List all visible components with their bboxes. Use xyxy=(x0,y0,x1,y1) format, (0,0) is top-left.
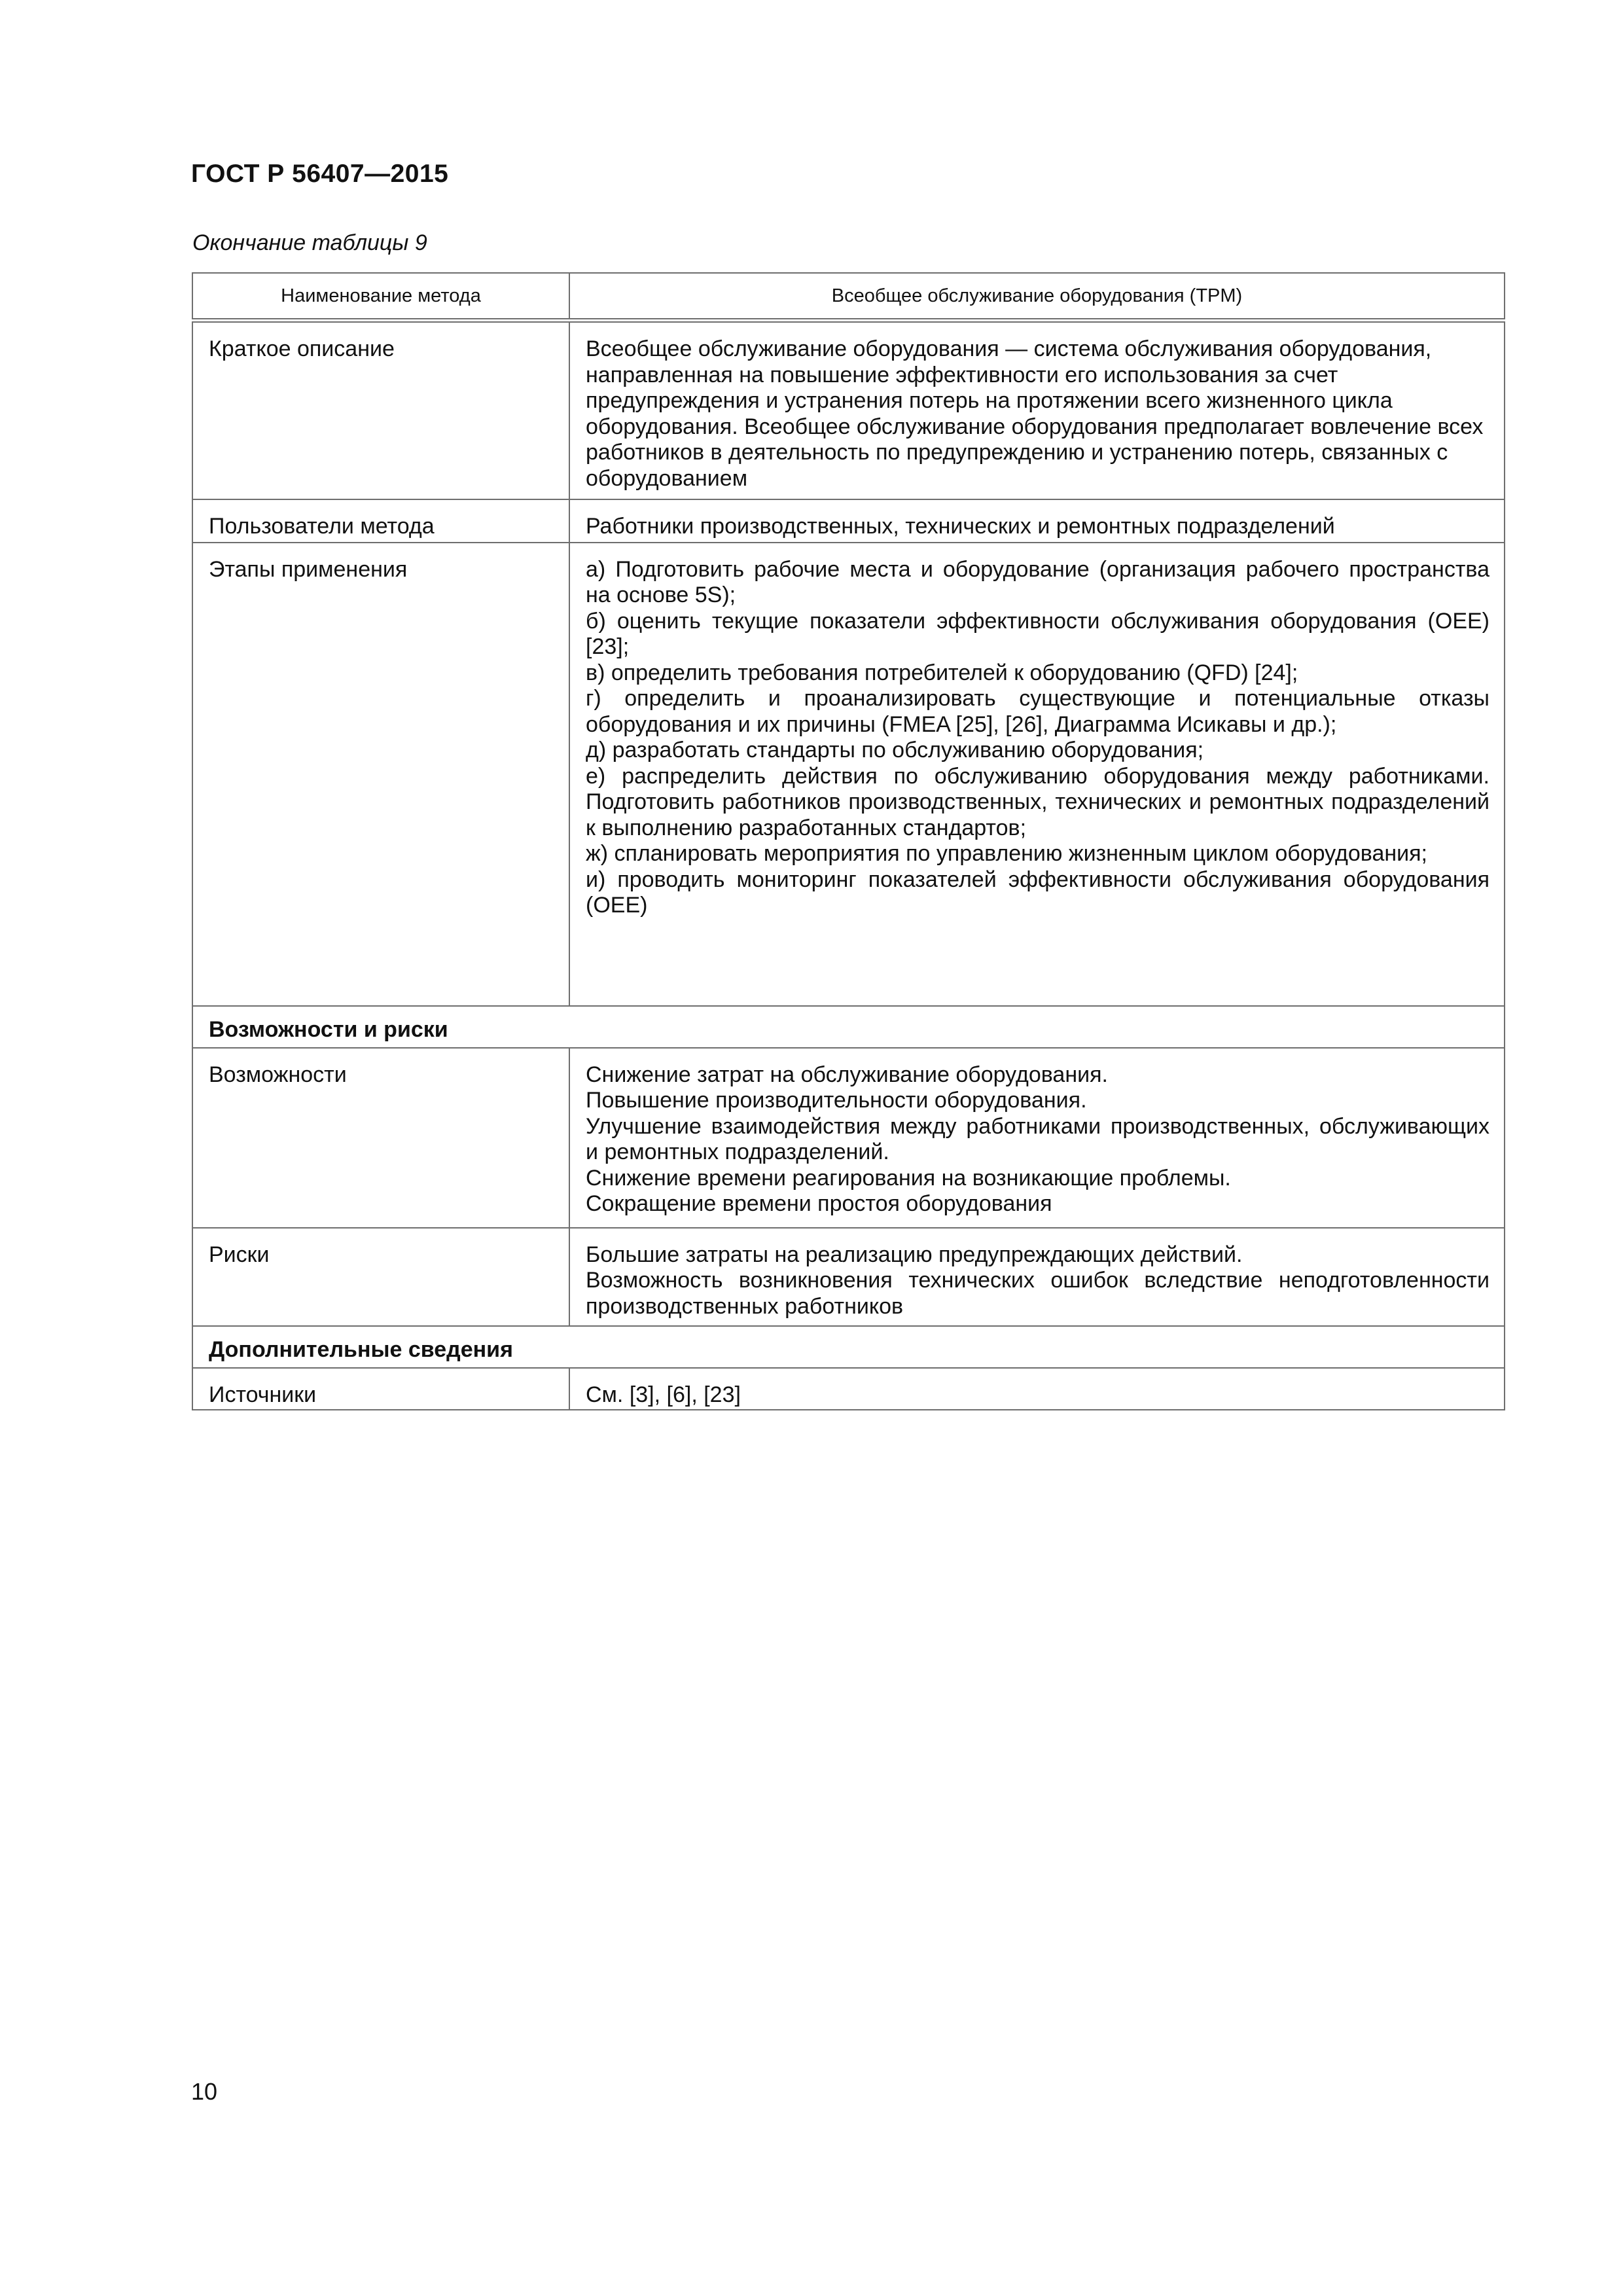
column-header-method-name: Наименование метода xyxy=(192,273,569,321)
row-value-stages xyxy=(569,543,1505,1006)
section-row-opportunities-risks xyxy=(192,1006,1505,1048)
table-row xyxy=(192,1368,1505,1410)
stage-item: д) разработать стандарты по обслуживанию оборудования; xyxy=(586,738,1204,762)
table-row xyxy=(192,543,1505,1006)
opportunity-item: Улучшение взаимодействия между работниками производственных, обслуживающих и ремонтных подразделений. xyxy=(586,1113,1489,1164)
stage-item: б) оценить текущие показатели эффективности обслуживания оборудования (OEE) [23]; xyxy=(586,608,1489,659)
table-row xyxy=(192,1228,1505,1326)
stage-item: в) определить требования потребителей к оборудованию (QFD) [24]; xyxy=(586,660,1298,685)
row-label-stages: Этапы применения xyxy=(192,543,569,1006)
row-label-opportunities: Возможности xyxy=(192,1048,569,1228)
section-row-additional-info xyxy=(192,1326,1505,1368)
row-value-risks xyxy=(569,1228,1505,1326)
table-header-row xyxy=(192,273,1505,321)
document-header: ГОСТ Р 56407—2015 xyxy=(191,160,449,188)
stage-item: е) распределить действия по обслуживанию оборудования между работниками. Подготовить работников производственных, технических и ремонтных подразделений к выполнению разработанных стандартов; xyxy=(586,763,1489,840)
section-title: Возможности и риски xyxy=(192,1006,1505,1048)
row-value-description: Всеобщее обслуживание оборудования — система обслуживания оборудования, направленная на повышение эффективности его использования за счет предупреждения и устранения потерь на протяжении всего жизненного цикла оборудования. Всеобщее обслуживание оборудования предполагает вовлечение всех работников в деятельность по предупреждению и устранению потерь, связанных с оборудованием xyxy=(569,321,1505,499)
opportunity-item: Сокращение времени простоя оборудования xyxy=(586,1191,1052,1216)
row-label-description: Краткое описание xyxy=(192,321,569,499)
table-row xyxy=(192,1048,1505,1228)
opportunity-item: Снижение времени реагирования на возникающие проблемы. xyxy=(586,1165,1231,1191)
stage-item: ж) спланировать мероприятия по управлению жизненным циклом оборудования; xyxy=(586,841,1427,866)
section-title: Дополнительные сведения xyxy=(192,1326,1505,1368)
row-label-risks: Риски xyxy=(192,1228,569,1326)
page-number: 10 xyxy=(191,2078,218,2105)
table-caption: Окончание таблицы 9 xyxy=(192,230,427,255)
table-row xyxy=(192,321,1505,499)
risk-item: Большие затраты на реализацию предупреждающих действий. xyxy=(586,1242,1243,1267)
row-label-users: Пользователи метода xyxy=(192,499,569,543)
method-table xyxy=(192,272,1505,1410)
stage-item: а) Подготовить рабочие места и оборудование (организация рабочего пространства на основе 5S); xyxy=(586,556,1489,607)
opportunity-item: Повышение производительности оборудования. xyxy=(586,1088,1087,1113)
opportunity-item: Снижение затрат на обслуживание оборудования. xyxy=(586,1062,1108,1087)
stage-item: г) определить и проанализировать существующие и потенциальные отказы оборудования и их причины (FMEA [25], [26], Диаграмма Исикавы и др.); xyxy=(586,686,1489,737)
row-value-users: Работники производственных, технических и ремонтных подразделений xyxy=(569,499,1505,543)
risk-item: Возможность возникновения технических ошибок вследствие неподготовленности производственных работников xyxy=(586,1268,1489,1319)
row-value-opportunities xyxy=(569,1048,1505,1228)
row-label-sources: Источники xyxy=(192,1368,569,1410)
table-row xyxy=(192,499,1505,543)
stage-item: и) проводить мониторинг показателей эффективности обслуживания оборудования (OEE) xyxy=(586,867,1489,918)
row-value-sources: См. [3], [6], [23] xyxy=(569,1368,1505,1410)
column-header-method-value: Всеобщее обслуживание оборудования (TPM) xyxy=(569,273,1505,321)
